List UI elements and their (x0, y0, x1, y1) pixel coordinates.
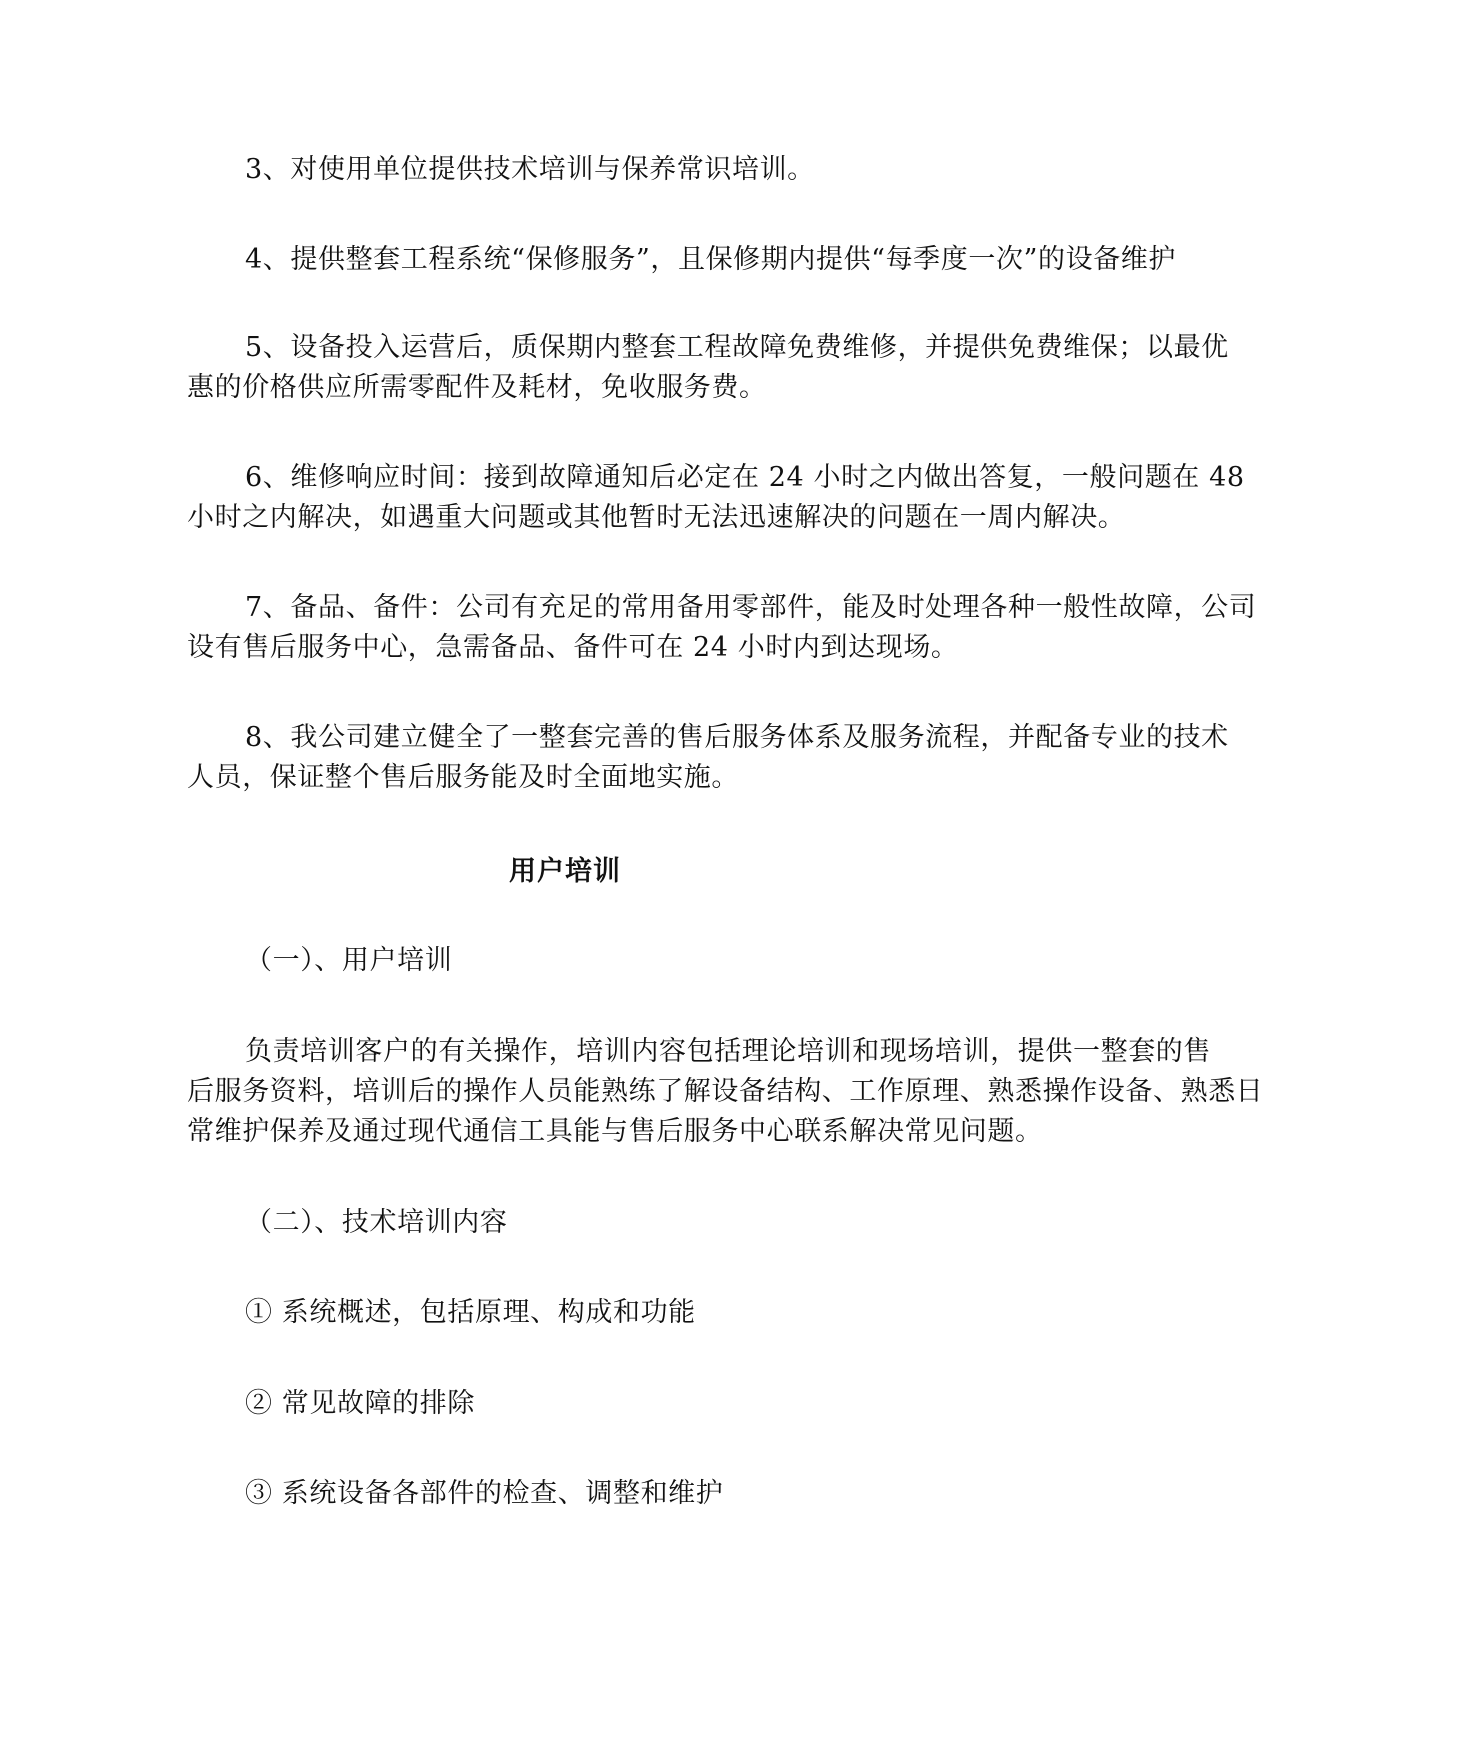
subsection-1-label: （一）、用户培训 (245, 945, 453, 976)
training-paragraph-line-3: 常维护保养及通过现代通信工具能与售后服务中心联系解决常见问题。 (187, 1116, 1043, 1147)
item-6-line-2: 小时之内解决，如遇重大问题或其他暂时无法迅速解决的问题在一周内解决。 (187, 502, 1126, 533)
list-item (187, 1474, 1282, 1514)
item-8-line-1: 8、我公司建立健全了一整套完善的售后服务体系及服务流程，并配备专业的技术 (245, 722, 1229, 753)
item-8-line-2: 人员，保证整个售后服务能及时全面地实施。 (187, 762, 739, 793)
item-3-line-1: 3、对使用单位提供技术培训与保养常识培训。 (245, 154, 815, 185)
item-5-line-2: 惠的价格供应所需零配件及耗材，免收服务费。 (187, 372, 767, 403)
item-5-line-1: 5、设备投入运营后，质保期内整套工程故障免费维修，并提供免费维保；以最优 (245, 332, 1229, 363)
item-3 (187, 150, 1282, 190)
item-7-line-2: 设有售后服务中心，急需备品、备件可在 24 小时内到达现场。 (187, 632, 959, 663)
training-paragraph-line-1: 负责培训客户的有关操作，培训内容包括理论培训和现场培训，提供一整套的售 (245, 1036, 1211, 1067)
section-title: 用户培训 (509, 856, 621, 887)
item-4-line-1: 4、提供整套工程系统“保修服务”，且保修期内提供“每季度一次”的设备维护 (245, 244, 1176, 275)
item-6 (187, 458, 1282, 538)
item-6-line-1: 6、维修响应时间：接到故障通知后必定在 24 小时之内做出答复，一般问题在 48 (245, 462, 1245, 493)
list-item (187, 1293, 1282, 1333)
list-item-1-text: ① 系统概述，包括原理、构成和功能 (245, 1297, 696, 1328)
list-item-2-text: ② 常见故障的排除 (245, 1388, 475, 1419)
item-7-line-1: 7、备品、备件：公司有充足的常用备用零部件，能及时处理各种一般性故障，公司 (245, 592, 1257, 623)
training-paragraph-line-2: 后服务资料，培训后的操作人员能熟练了解设备结构、工作原理、熟悉操作设备、熟悉日 (187, 1076, 1264, 1107)
subsection-1-title (187, 941, 1282, 981)
item-4 (187, 240, 1282, 280)
item-5 (187, 328, 1282, 408)
subsection-2-title (187, 1203, 1282, 1243)
training-paragraph (187, 1032, 1282, 1152)
subsection-2-label: （二）、技术培训内容 (245, 1207, 508, 1238)
item-8 (187, 718, 1282, 798)
list-item-3-text: ③ 系统设备各部件的检查、调整和维护 (245, 1478, 724, 1509)
item-7 (187, 588, 1282, 668)
list-item (187, 1384, 1282, 1424)
